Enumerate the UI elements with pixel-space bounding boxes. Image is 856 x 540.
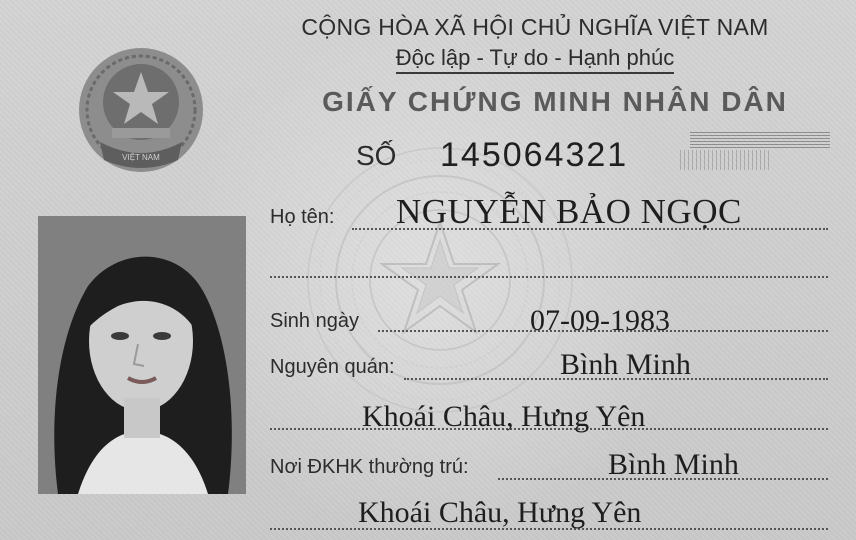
national-emblem-icon (70, 42, 212, 182)
residence-line2: Khoái Châu, Hưng Yên (358, 496, 642, 529)
national-motto (240, 45, 830, 74)
id-number-value: 145064321 (440, 136, 629, 174)
name-label: Họ tên: (270, 206, 335, 228)
emblem-text: VIỆT NAM (122, 153, 160, 162)
portrait-photo (38, 216, 246, 494)
residence-label: Nơi ĐKHK thường trú: (270, 456, 469, 478)
residence-line1: Bình Minh (608, 448, 739, 481)
dob-value: 07-09-1983 (530, 304, 670, 337)
motto-text: Độc lập - Tự do - Hạnh phúc (396, 45, 674, 74)
document-title: GIẤY CHỨNG MINH NHÂN DÂN (322, 86, 788, 117)
hometown-line1: Bình Minh (560, 348, 691, 381)
guilloche-pattern-secondary (680, 150, 770, 170)
country-name: CỘNG HÒA XÃ HỘI CHỦ NGHĨA VIỆT NAM (301, 14, 769, 40)
portrait-figure-icon (38, 216, 246, 494)
name-dotted-line-2 (270, 276, 828, 278)
guilloche-pattern (690, 132, 830, 148)
hometown-line2: Khoái Châu, Hưng Yên (362, 400, 646, 433)
name-value: NGUYỄN BẢO NGỌC (396, 192, 742, 231)
id-number-label: SỐ (356, 140, 397, 171)
hometown-label: Nguyên quán: (270, 356, 395, 378)
dob-label: Sinh ngày (270, 310, 359, 332)
